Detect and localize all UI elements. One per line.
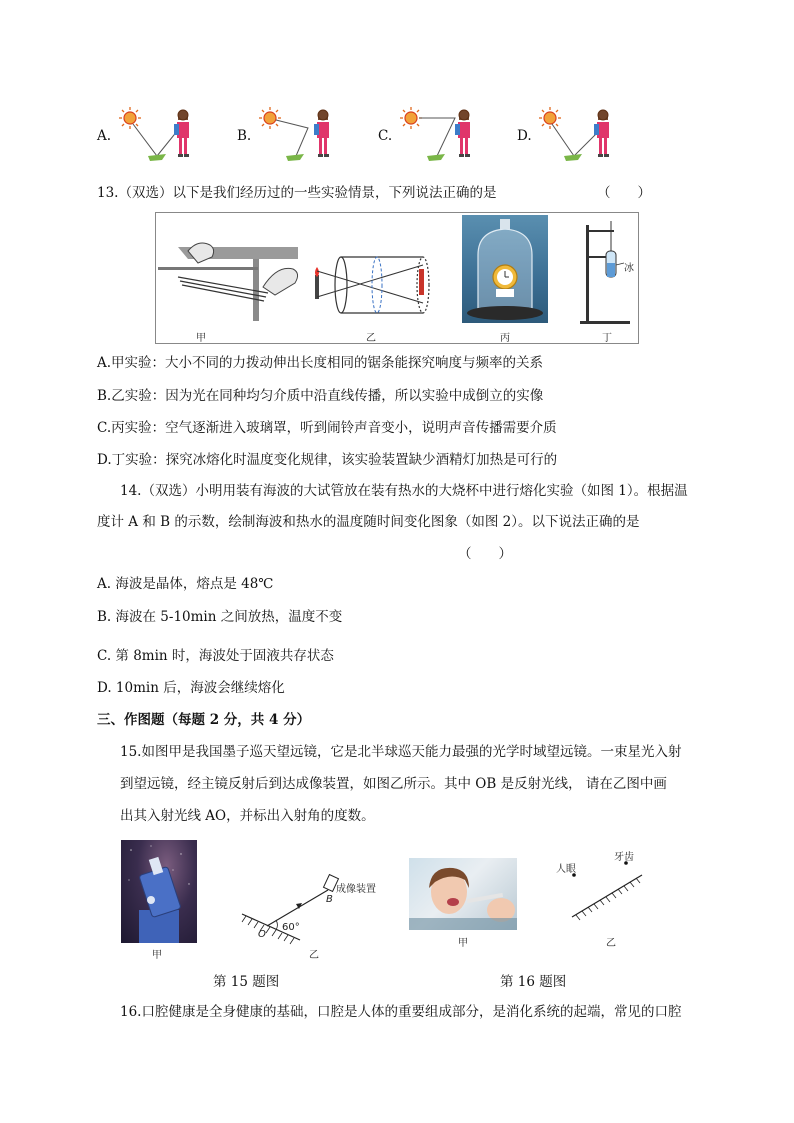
q13-fig-ding-label: 丁	[602, 333, 612, 344]
q16-tooth-label: 牙齿	[614, 852, 634, 863]
mirror-icon	[564, 154, 582, 161]
q13-option-c: C.丙实验：空气逐渐进入玻璃罩，听到闹铃声音变小，说明声音传播需要介质	[97, 420, 557, 436]
q13-option-b: B.乙实验：因为光在同种均匀介质中沿直线传播，所以实验中成倒立的实像	[97, 388, 544, 404]
q13-option-a: A.甲实验：大小不同的力拨动伸出长度相同的锯条能探究响度与频率的关系	[97, 355, 544, 371]
mirror-surface	[572, 875, 642, 917]
q16-caption: 第 16 题图	[500, 974, 567, 990]
q15-fig-yi-label: 乙	[309, 950, 319, 961]
q12-option-c-figure	[393, 104, 483, 166]
q13-fig-yi-pinhole-camera	[311, 253, 441, 323]
q13-fig-jia-label: 甲	[196, 333, 206, 344]
q12-option-b-letter: B.	[237, 128, 252, 144]
q15-point-o-label: O	[258, 929, 266, 940]
q14-answer-bracket: （ ）	[458, 546, 512, 562]
q15-line1: 15.如图甲是我国墨子巡天望远镜，它是北半球巡天能力最强的光学时域望远镜。一束星光入射	[120, 744, 682, 760]
q14-stem-line1: 14.（双选）小明用装有海波的大试管放在装有热水的大烧杯中进行熔化实验（如图 1）。根据温	[120, 483, 688, 499]
girl-icon	[174, 110, 189, 158]
hand-icon	[188, 243, 214, 263]
sun-icon	[539, 107, 561, 129]
q13-answer-bracket: （ ）	[597, 185, 651, 201]
mirror-icon	[286, 154, 304, 161]
q16-fig-jia-label: 甲	[458, 938, 468, 949]
telescope-icon	[139, 866, 181, 917]
q15-angle-label: 60°	[282, 922, 300, 933]
q13-fig-ding-ice-label: 冰	[624, 263, 634, 274]
girl-icon	[455, 110, 470, 158]
mirror-icon	[427, 154, 445, 161]
q13-option-d: D.丁实验：探究冰熔化时温度变化规律，该实验装置缺少酒精灯加热是可行的	[97, 452, 558, 468]
q16-line1: 16.口腔健康是全身健康的基础，口腔是人体的重要组成部分，是消化系统的起端，常见的口腔	[120, 1004, 682, 1020]
q15-line2: 到望远镜，经主镜反射后到达成像装置，如图乙所示。其中 OB 是反射光线， 请在乙图中画	[120, 776, 667, 792]
hand-icon	[263, 268, 298, 295]
q15-device-label: 成像装置	[336, 884, 376, 895]
sun-icon	[259, 107, 281, 129]
mirror-icon	[148, 154, 166, 161]
q12-option-b-figure	[252, 104, 342, 166]
q13-figure-panel	[155, 212, 639, 344]
q16-fig-jia-dentist-photo	[409, 858, 517, 930]
q12-option-c-letter: C.	[378, 128, 393, 144]
q15-point-b-label: B	[326, 894, 333, 905]
q15-caption: 第 15 题图	[213, 974, 280, 990]
q16-fig-yi-label: 乙	[606, 938, 616, 949]
girl-icon	[594, 110, 609, 158]
q14-option-a: A. 海波是晶体，熔点是 48℃	[97, 576, 274, 592]
q14-stem-line2: 度计 A 和 B 的示数，绘制海波和热水的温度随时间变化图象（如图 2）。以下说法正确的是	[97, 514, 640, 530]
girl-icon	[314, 110, 329, 158]
q13-stem: 13.（双选）以下是我们经历过的一些实验情景，下列说法正确的是	[97, 185, 497, 201]
q12-option-d-figure	[532, 104, 622, 166]
q12-option-a-letter: A.	[97, 128, 112, 144]
q13-fig-yi-label: 乙	[366, 333, 376, 344]
q12-option-a-figure	[112, 104, 202, 166]
q16-fig-yi-mirror-diagram	[566, 855, 650, 927]
q15-fig-jia-telescope-photo	[121, 840, 197, 943]
q13-fig-jia-saw-experiment	[158, 217, 308, 327]
q13-fig-bing-label: 丙	[500, 333, 510, 344]
q15-fig-jia-label: 甲	[152, 950, 162, 961]
sun-icon	[119, 107, 141, 129]
q14-option-b: B. 海波在 5-10min 之间放热，温度不变	[97, 609, 343, 625]
q14-option-c: C. 第 8min 时，海波处于固液共存状态	[97, 648, 334, 664]
q16-eye-label: 人眼	[556, 864, 576, 875]
q14-option-d: D. 10min 后，海波会继续熔化	[97, 680, 285, 696]
section-3-heading: 三、作图题（每题 2 分，共 4 分）	[97, 712, 311, 728]
q12-option-d-letter: D.	[517, 128, 532, 144]
sun-icon	[400, 107, 422, 129]
q15-line3: 出其入射光线 AO，并标出入射角的度数。	[120, 808, 375, 824]
q13-fig-bing-bell-jar-photo	[462, 215, 548, 323]
